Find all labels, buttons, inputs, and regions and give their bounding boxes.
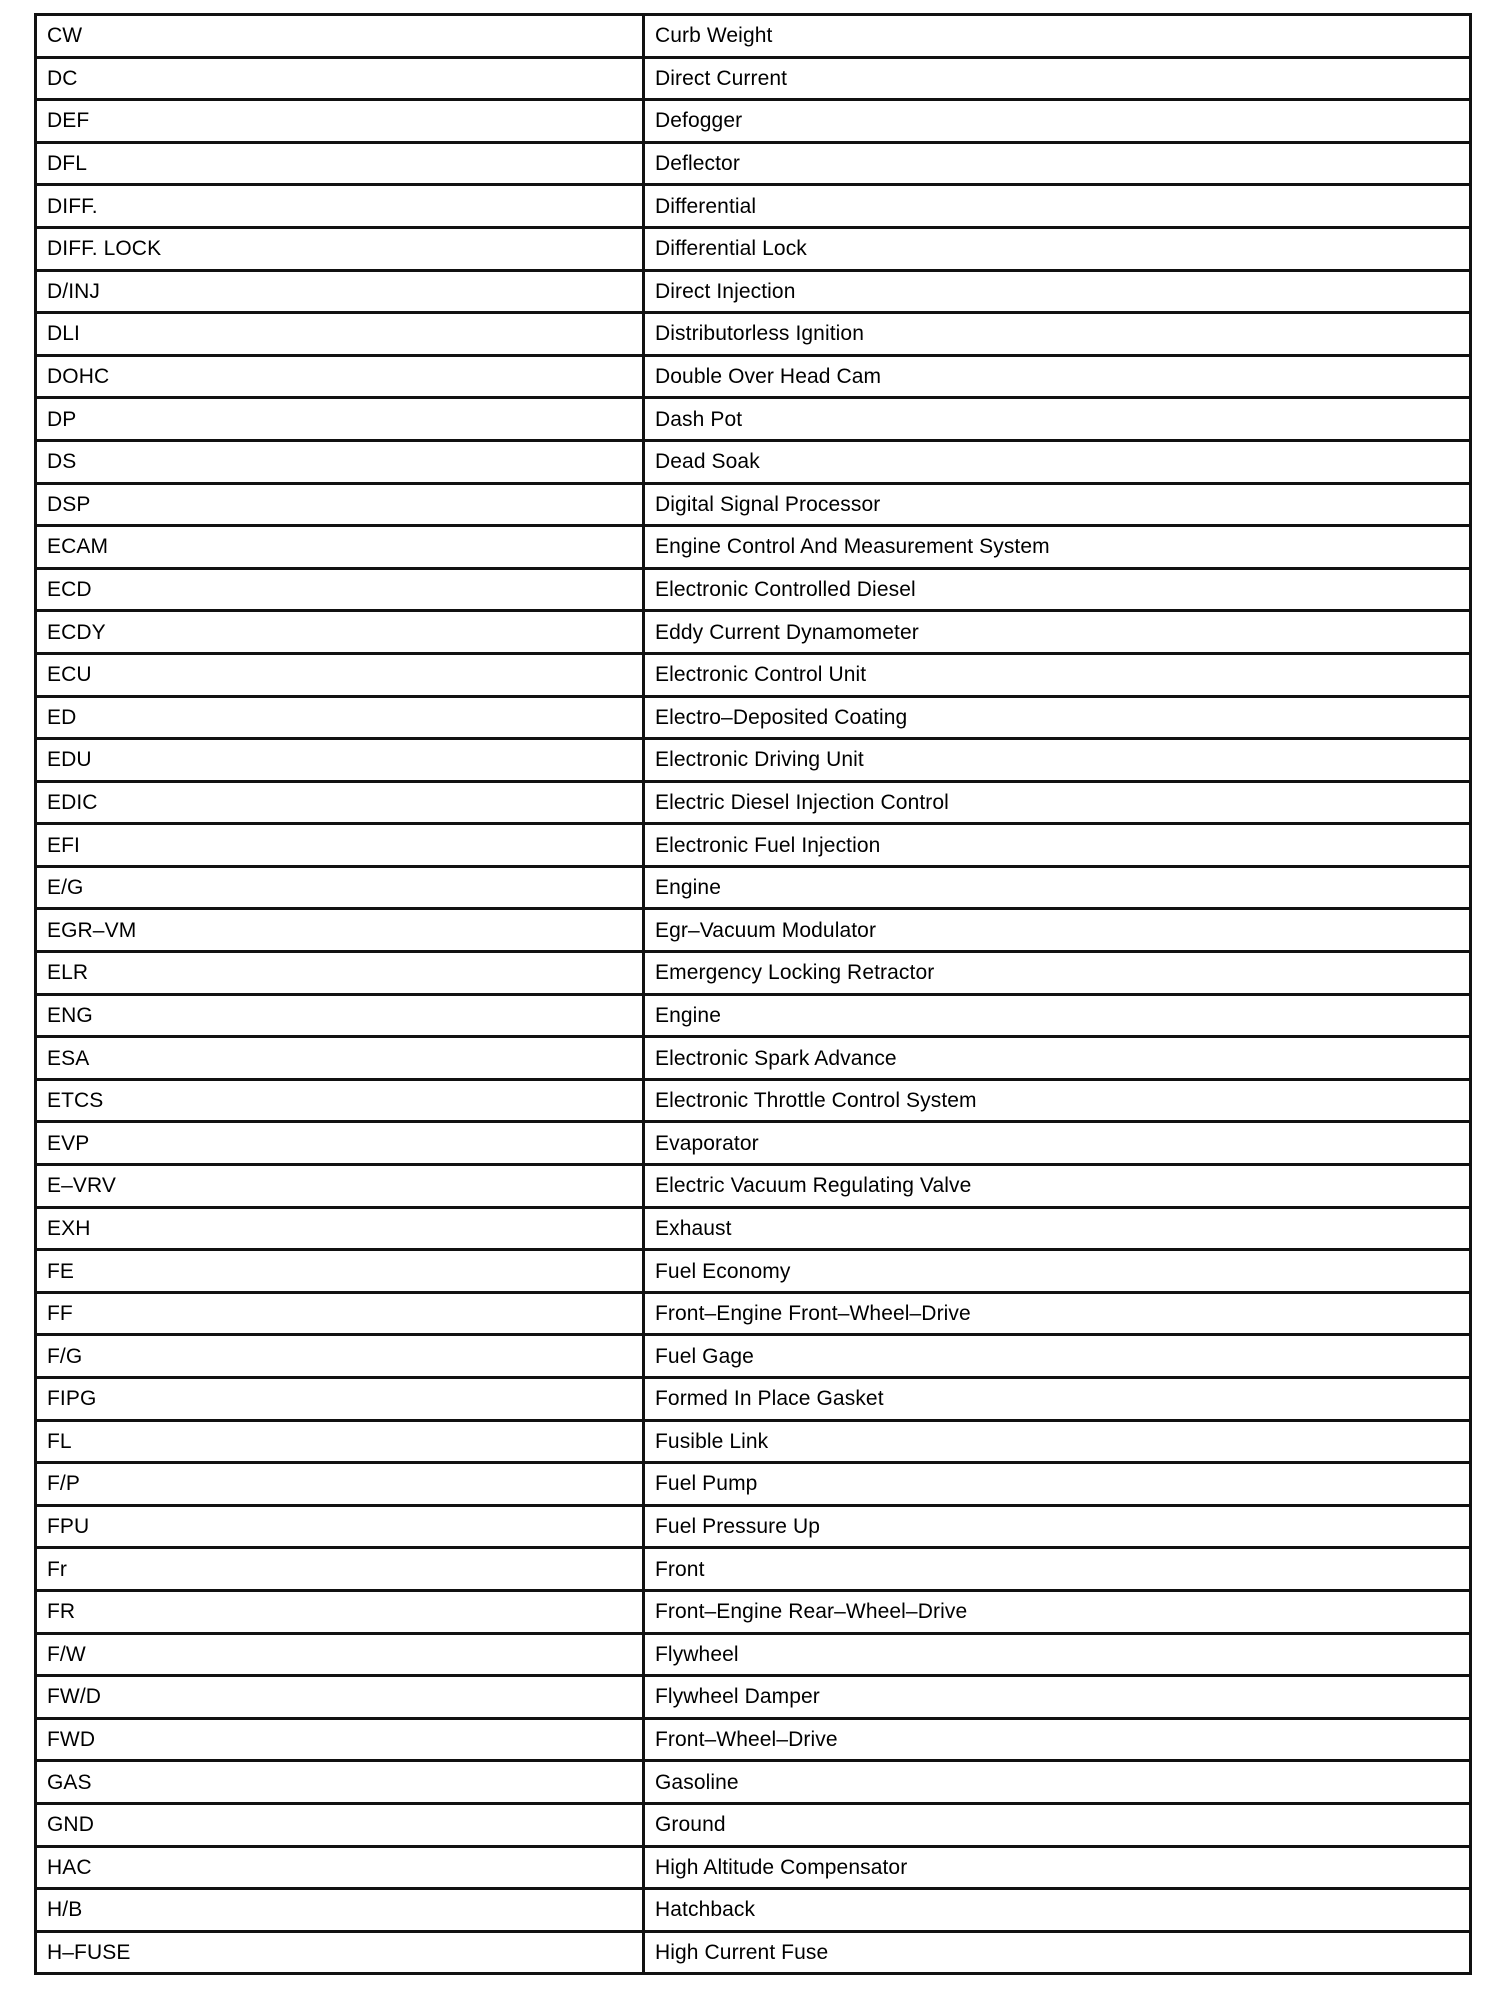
table-row	[36, 227, 1471, 270]
table-row	[36, 1207, 1471, 1250]
abbreviation-cell: FWD	[36, 1718, 644, 1761]
abbreviation-cell: F/G	[36, 1335, 644, 1378]
table-row	[36, 355, 1471, 398]
meaning-cell: Gasoline	[644, 1761, 1471, 1804]
meaning-cell: Deflector	[644, 142, 1471, 185]
abbreviation-cell: ECDY	[36, 611, 644, 654]
table-row	[36, 270, 1471, 313]
table-row	[36, 1718, 1471, 1761]
table-row	[36, 824, 1471, 867]
abbreviation-cell: DEF	[36, 100, 644, 143]
meaning-cell: Dead Soak	[644, 440, 1471, 483]
meaning-cell: Ground	[644, 1803, 1471, 1846]
abbreviation-cell: FE	[36, 1250, 644, 1293]
abbreviation-cell: Fr	[36, 1548, 644, 1591]
meaning-cell: Engine	[644, 866, 1471, 909]
abbreviation-cell: EFI	[36, 824, 644, 867]
abbreviation-cell: F/W	[36, 1633, 644, 1676]
abbreviation-cell: ENG	[36, 994, 644, 1037]
abbreviation-cell: DSP	[36, 483, 644, 526]
table-row	[36, 1250, 1471, 1293]
table-row	[36, 909, 1471, 952]
meaning-cell: Electronic Controlled Diesel	[644, 568, 1471, 611]
table-row	[36, 1122, 1471, 1165]
table-row	[36, 1846, 1471, 1889]
table-row	[36, 696, 1471, 739]
table-row	[36, 1335, 1471, 1378]
meaning-cell: Hatchback	[644, 1889, 1471, 1932]
abbreviation-cell: H–FUSE	[36, 1931, 644, 1974]
abbreviation-cell: F/P	[36, 1463, 644, 1506]
meaning-cell: Front–Wheel–Drive	[644, 1718, 1471, 1761]
meaning-cell: Digital Signal Processor	[644, 483, 1471, 526]
table-row	[36, 142, 1471, 185]
table-row	[36, 15, 1471, 58]
meaning-cell: Electronic Control Unit	[644, 653, 1471, 696]
abbreviation-cell: H/B	[36, 1889, 644, 1932]
abbreviation-cell: DIFF. LOCK	[36, 227, 644, 270]
abbreviation-cell: DFL	[36, 142, 644, 185]
abbreviation-cell: FR	[36, 1590, 644, 1633]
meaning-cell: Fuel Economy	[644, 1250, 1471, 1293]
table-row	[36, 185, 1471, 228]
meaning-cell: Engine Control And Measurement System	[644, 526, 1471, 569]
meaning-cell: Formed In Place Gasket	[644, 1378, 1471, 1421]
meaning-cell: Fuel Pressure Up	[644, 1505, 1471, 1548]
table-row	[36, 1590, 1471, 1633]
abbreviation-cell: FL	[36, 1420, 644, 1463]
meaning-cell: Direct Current	[644, 57, 1471, 100]
abbreviation-cell: EVP	[36, 1122, 644, 1165]
abbreviation-cell: HAC	[36, 1846, 644, 1889]
abbreviation-cell: DC	[36, 57, 644, 100]
abbreviation-cell: ECAM	[36, 526, 644, 569]
abbreviation-cell: ECU	[36, 653, 644, 696]
table-row	[36, 1548, 1471, 1591]
table-row	[36, 1676, 1471, 1719]
meaning-cell: Electric Vacuum Regulating Valve	[644, 1165, 1471, 1208]
meaning-cell: Electronic Spark Advance	[644, 1037, 1471, 1080]
table-row	[36, 526, 1471, 569]
meaning-cell: Evaporator	[644, 1122, 1471, 1165]
table-row	[36, 1889, 1471, 1932]
table-row	[36, 1378, 1471, 1421]
abbreviation-table-body	[36, 15, 1471, 1974]
table-row	[36, 1079, 1471, 1122]
meaning-cell: Distributorless Ignition	[644, 313, 1471, 356]
abbreviation-cell: E/G	[36, 866, 644, 909]
meaning-cell: Front	[644, 1548, 1471, 1591]
abbreviation-cell: ESA	[36, 1037, 644, 1080]
table-row	[36, 568, 1471, 611]
meaning-cell: High Altitude Compensator	[644, 1846, 1471, 1889]
meaning-cell: Fuel Gage	[644, 1335, 1471, 1378]
meaning-cell: Defogger	[644, 100, 1471, 143]
abbreviation-cell: FIPG	[36, 1378, 644, 1421]
abbreviation-cell: ELR	[36, 952, 644, 995]
abbreviation-cell: DS	[36, 440, 644, 483]
table-row	[36, 739, 1471, 782]
abbreviation-cell: CW	[36, 15, 644, 58]
table-row	[36, 1505, 1471, 1548]
abbreviation-cell: E–VRV	[36, 1165, 644, 1208]
abbreviation-cell: EGR–VM	[36, 909, 644, 952]
meaning-cell: Differential Lock	[644, 227, 1471, 270]
meaning-cell: High Current Fuse	[644, 1931, 1471, 1974]
abbreviation-cell: GAS	[36, 1761, 644, 1804]
table-row	[36, 866, 1471, 909]
abbreviation-cell: DOHC	[36, 355, 644, 398]
abbreviation-cell: ED	[36, 696, 644, 739]
table-row	[36, 100, 1471, 143]
table-row	[36, 398, 1471, 441]
meaning-cell: Electronic Throttle Control System	[644, 1079, 1471, 1122]
table-row	[36, 611, 1471, 654]
meaning-cell: Direct Injection	[644, 270, 1471, 313]
table-row	[36, 1165, 1471, 1208]
table-row	[36, 653, 1471, 696]
meaning-cell: Egr–Vacuum Modulator	[644, 909, 1471, 952]
abbreviation-cell: EDU	[36, 739, 644, 782]
table-row	[36, 1037, 1471, 1080]
meaning-cell: Electro–Deposited Coating	[644, 696, 1471, 739]
meaning-cell: Electric Diesel Injection Control	[644, 781, 1471, 824]
abbreviation-cell: EDIC	[36, 781, 644, 824]
meaning-cell: Eddy Current Dynamometer	[644, 611, 1471, 654]
table-row	[36, 1292, 1471, 1335]
abbreviation-cell: ECD	[36, 568, 644, 611]
table-row	[36, 994, 1471, 1037]
table-row	[36, 1633, 1471, 1676]
abbreviation-table	[34, 13, 1472, 1975]
meaning-cell: Front–Engine Front–Wheel–Drive	[644, 1292, 1471, 1335]
abbreviation-cell: FPU	[36, 1505, 644, 1548]
table-row	[36, 483, 1471, 526]
table-row	[36, 1803, 1471, 1846]
table-row	[36, 781, 1471, 824]
meaning-cell: Front–Engine Rear–Wheel–Drive	[644, 1590, 1471, 1633]
meaning-cell: Electronic Fuel Injection	[644, 824, 1471, 867]
abbreviation-cell: FF	[36, 1292, 644, 1335]
table-row	[36, 1931, 1471, 1974]
meaning-cell: Flywheel Damper	[644, 1676, 1471, 1719]
abbreviation-cell: ETCS	[36, 1079, 644, 1122]
meaning-cell: Fusible Link	[644, 1420, 1471, 1463]
abbreviation-cell: FW/D	[36, 1676, 644, 1719]
abbreviation-cell: EXH	[36, 1207, 644, 1250]
table-row	[36, 57, 1471, 100]
meaning-cell: Engine	[644, 994, 1471, 1037]
abbreviation-cell: DIFF.	[36, 185, 644, 228]
meaning-cell: Dash Pot	[644, 398, 1471, 441]
table-row	[36, 952, 1471, 995]
abbreviation-cell: D/INJ	[36, 270, 644, 313]
table-row	[36, 1463, 1471, 1506]
table-row	[36, 1420, 1471, 1463]
meaning-cell: Exhaust	[644, 1207, 1471, 1250]
meaning-cell: Curb Weight	[644, 15, 1471, 58]
meaning-cell: Flywheel	[644, 1633, 1471, 1676]
abbreviation-cell: GND	[36, 1803, 644, 1846]
abbreviation-cell: DLI	[36, 313, 644, 356]
meaning-cell: Double Over Head Cam	[644, 355, 1471, 398]
meaning-cell: Fuel Pump	[644, 1463, 1471, 1506]
meaning-cell: Differential	[644, 185, 1471, 228]
meaning-cell: Electronic Driving Unit	[644, 739, 1471, 782]
meaning-cell: Emergency Locking Retractor	[644, 952, 1471, 995]
table-row	[36, 440, 1471, 483]
table-row	[36, 1761, 1471, 1804]
abbreviation-cell: DP	[36, 398, 644, 441]
table-row	[36, 313, 1471, 356]
